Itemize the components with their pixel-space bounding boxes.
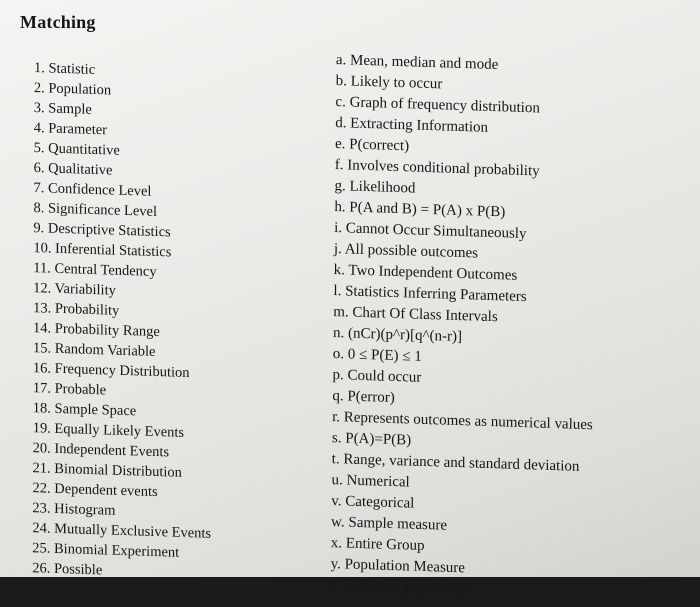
terms-list [32, 58, 294, 579]
definition-item: p. Could occur [332, 367, 422, 386]
term-item: 22. Dependent events [32, 480, 158, 501]
definition-item: b. Likely to occur [335, 73, 443, 93]
term-item: 11. Central Tendency [33, 260, 157, 280]
definition-item: h. P(A and B) = P(A) x P(B) [334, 199, 506, 221]
term-item: 4. Parameter [33, 120, 108, 139]
term-item: 5. Quantitative [33, 140, 120, 159]
definition-item: l. Statistics Inferring Parameters [333, 283, 527, 306]
term-item: 3. Sample [33, 100, 92, 118]
definition-item: n. (nCr)(p^r)[q^(n-r)] [332, 325, 463, 346]
definition-item: x. Entire Group [330, 535, 425, 555]
definition-item: c. Graph of frequency distribution [335, 94, 540, 117]
definition-item: m. Chart Of Class Intervals [333, 304, 498, 326]
term-item: 2. Population [33, 80, 112, 99]
term-item: 23. Histogram [32, 500, 116, 519]
definition-item: j. All possible outcomes [333, 241, 479, 262]
term-item: 17. Probable [32, 380, 107, 399]
term-item: 24. Mutually Exclusive Events [32, 520, 212, 542]
term-item: 18. Sample Space [32, 400, 137, 420]
term-item: 8. Significance Level [33, 200, 158, 220]
definition-item: s. P(A)=P(B) [331, 430, 412, 449]
definition-item: y. Population Measure [330, 556, 466, 577]
definition-item: z. Subset of population [330, 577, 469, 598]
definition-item: v. Categorical [331, 493, 415, 512]
term-item: 21. Binomial Distribution [32, 460, 182, 481]
definition-item: e. P(correct) [334, 136, 410, 155]
definition-item: d. Extracting Information [335, 115, 489, 136]
term-item: 10. Inferential Statistics [33, 240, 172, 261]
term-item: 15. Random Variable [32, 340, 156, 360]
definition-item: k. Two Independent Outcomes [333, 262, 518, 284]
term-item: 6. Qualitative [33, 160, 113, 179]
definition-item: t. Range, variance and standard deviation [331, 451, 580, 475]
definition-item: g. Likelihood [334, 178, 416, 197]
term-item: 9. Descriptive Statistics [33, 220, 171, 241]
term-item: 20. Independent Events [32, 440, 170, 461]
term-item: 12. Variability [33, 280, 116, 299]
definition-item: o. 0 ≤ P(E) ≤ 1 [332, 346, 422, 365]
term-item: 19. Equally Likely Events [32, 420, 185, 441]
definition-item: f. Involves conditional probability [334, 157, 540, 180]
definitions-list [330, 50, 676, 598]
term-item: 16. Frequency Distribution [32, 360, 190, 382]
definition-item: r. Represents outcomes as numerical values [332, 409, 593, 434]
worksheet-title: Matching [20, 12, 96, 32]
term-item: 25. Binomial Experiment [32, 540, 180, 561]
definition-item: i. Cannot Occur Simultaneously [334, 220, 527, 243]
definition-item: u. Numerical [331, 472, 410, 491]
term-item: 13. Probability [33, 300, 120, 319]
term-item: 26. Possible [32, 560, 103, 579]
term-item: 14. Probability Range [33, 320, 160, 341]
term-item: 1. Statistic [33, 60, 96, 78]
definition-item: q. P(error) [332, 388, 395, 407]
definition-item: a. Mean, median and mode [335, 52, 499, 74]
definition-item: w. Sample measure [330, 514, 448, 534]
term-item: 7. Confidence Level [33, 180, 152, 200]
